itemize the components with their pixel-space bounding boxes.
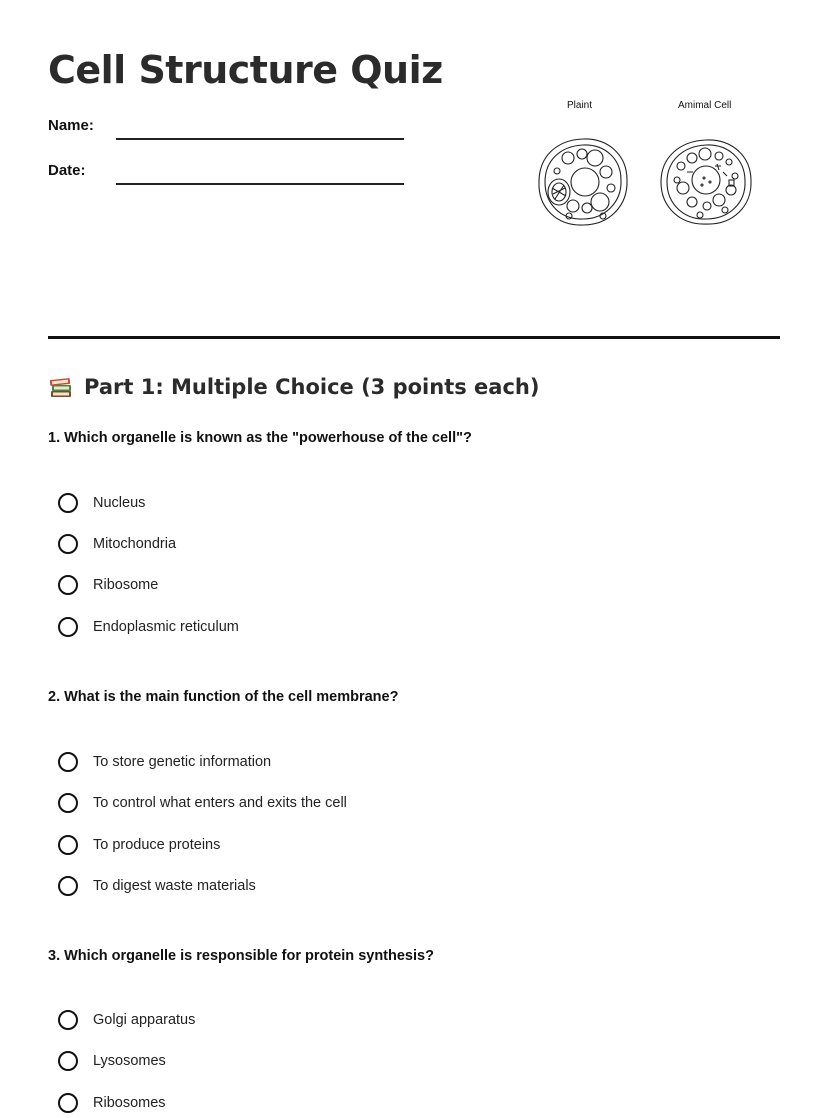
radio-button[interactable] xyxy=(58,835,78,855)
option-label: To digest waste materials xyxy=(93,878,256,894)
q1-option-nucleus[interactable] xyxy=(58,493,145,513)
page-title: Cell Structure Quiz xyxy=(48,48,443,92)
radio-button[interactable] xyxy=(58,793,78,813)
q2-option-4[interactable] xyxy=(58,876,256,896)
radio-button[interactable] xyxy=(58,752,78,772)
radio-button[interactable] xyxy=(58,1093,78,1113)
name-label: Name: xyxy=(48,117,94,134)
radio-button[interactable] xyxy=(58,493,78,513)
option-label: Lysosomes xyxy=(93,1053,166,1069)
section-divider xyxy=(48,336,780,339)
option-label: Endoplasmic reticulum xyxy=(93,619,239,635)
q1-option-mitochondria[interactable] xyxy=(58,534,176,554)
option-label: To produce proteins xyxy=(93,837,221,853)
radio-button[interactable] xyxy=(58,1010,78,1030)
radio-button[interactable] xyxy=(58,617,78,637)
date-input-line[interactable] xyxy=(116,183,404,185)
option-label: To store genetic information xyxy=(93,754,272,770)
option-label: Nucleus xyxy=(93,495,146,511)
option-label: Golgi apparatus xyxy=(93,1012,196,1028)
option-label: Ribosomes xyxy=(93,1095,166,1111)
radio-button[interactable] xyxy=(58,534,78,554)
part1-heading xyxy=(48,374,539,400)
name-input-line[interactable] xyxy=(116,138,404,140)
q3-option-2[interactable] xyxy=(58,1051,166,1071)
option-label: Mitochondria xyxy=(93,536,177,552)
cell-illustrations xyxy=(530,96,770,236)
plant-cell-icon xyxy=(535,136,631,228)
q3-option-1[interactable] xyxy=(58,1010,195,1030)
q3-option-3[interactable] xyxy=(58,1093,166,1113)
animal-cell-caption: Amimal Cell xyxy=(678,100,732,111)
question-1: 1. Which organelle is known as the "powerhouse of the cell"? xyxy=(48,430,472,446)
question-3: 3. Which organelle is responsible for protein synthesis? xyxy=(48,948,434,964)
question-2: 2. What is the main function of the cell membrane? xyxy=(48,689,399,705)
plant-cell-caption: Plaint xyxy=(567,100,593,111)
q1-option-ribosome[interactable] xyxy=(58,575,158,595)
part1-heading-text: Part 1: Multiple Choice (3 points each) xyxy=(84,375,540,399)
q2-option-1[interactable] xyxy=(58,752,271,772)
q2-option-2[interactable] xyxy=(58,793,347,813)
option-label: Ribosome xyxy=(93,577,159,593)
radio-button[interactable] xyxy=(58,575,78,595)
q2-option-3[interactable] xyxy=(58,835,220,855)
option-label: To control what enters and exits the cell xyxy=(93,795,347,811)
books-icon xyxy=(48,374,74,400)
radio-button[interactable] xyxy=(58,876,78,896)
animal-cell-icon xyxy=(657,136,755,228)
date-label: Date: xyxy=(48,162,86,179)
radio-button[interactable] xyxy=(58,1051,78,1071)
q1-option-er[interactable] xyxy=(58,617,239,637)
